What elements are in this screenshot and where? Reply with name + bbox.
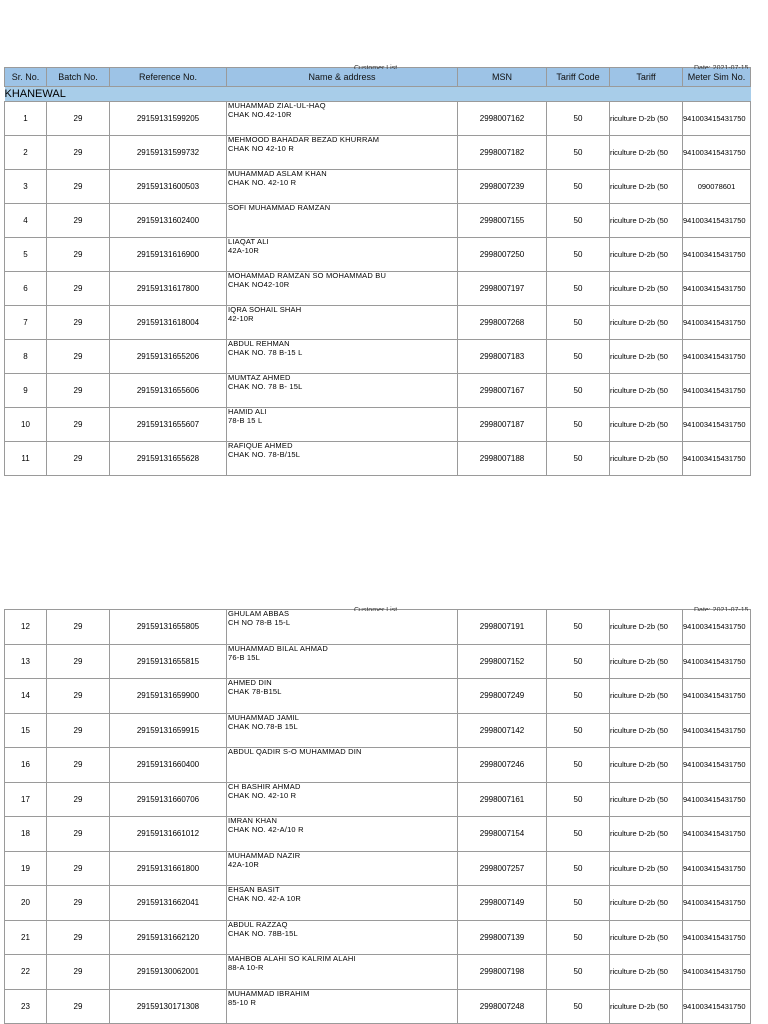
cell-msn: 2998007154 bbox=[458, 817, 547, 852]
cell-msn: 2998007191 bbox=[458, 610, 547, 645]
cell-reference-no: 29159131662041 bbox=[110, 886, 227, 921]
cell-tariff-code: 50 bbox=[547, 306, 610, 340]
cell-tariff-code: 50 bbox=[547, 442, 610, 476]
table-row bbox=[5, 340, 751, 374]
cell-reference-no: 29159131655607 bbox=[110, 408, 227, 442]
cell-meter-sim: 941003415431750 bbox=[683, 204, 751, 238]
cell-name-address bbox=[227, 920, 458, 955]
cell-msn: 2998007162 bbox=[458, 102, 547, 136]
table-row bbox=[5, 170, 751, 204]
customer-name: MUMTAZ AHMED bbox=[228, 373, 291, 382]
cell-batch-no: 29 bbox=[47, 204, 110, 238]
col-header-sr: Sr. No. bbox=[5, 68, 47, 87]
cell-msn: 2998007197 bbox=[458, 272, 547, 306]
cell-tariff: riculture D-2b (50 bbox=[610, 442, 683, 476]
cell-batch-no: 29 bbox=[47, 610, 110, 645]
cell-reference-no: 29159131599732 bbox=[110, 136, 227, 170]
cell-tariff-code: 50 bbox=[547, 817, 610, 852]
cell-reference-no: 29159131655628 bbox=[110, 442, 227, 476]
cell-tariff: riculture D-2b (50 bbox=[610, 408, 683, 442]
table-row bbox=[5, 955, 751, 990]
cell-tariff: riculture D-2b (50 bbox=[610, 238, 683, 272]
cell-reference-no: 29159131600503 bbox=[110, 170, 227, 204]
cell-sr-no: 10 bbox=[5, 408, 47, 442]
customer-address: CHAK NO. 42-A 10R bbox=[228, 894, 302, 903]
cell-meter-sim: 941003415431750 bbox=[683, 644, 751, 679]
cell-name-address bbox=[227, 851, 458, 886]
table-row bbox=[5, 102, 751, 136]
cell-msn: 2998007161 bbox=[458, 782, 547, 817]
cell-reference-no: 29159131618004 bbox=[110, 306, 227, 340]
cell-meter-sim: 941003415431750 bbox=[683, 442, 751, 476]
cell-name-address bbox=[227, 238, 458, 272]
cell-sr-no: 7 bbox=[5, 306, 47, 340]
cell-msn: 2998007198 bbox=[458, 955, 547, 990]
table-row bbox=[5, 713, 751, 748]
customer-name: GHULAM ABBAS bbox=[228, 609, 290, 618]
cell-batch-no: 29 bbox=[47, 679, 110, 714]
cell-tariff: riculture D-2b (50 bbox=[610, 748, 683, 783]
cell-tariff-code: 50 bbox=[547, 170, 610, 204]
cell-sr-no: 9 bbox=[5, 374, 47, 408]
cell-batch-no: 29 bbox=[47, 989, 110, 1024]
cell-tariff-code: 50 bbox=[547, 610, 610, 645]
table-row bbox=[5, 238, 751, 272]
customer-address: CHAK 78-B15L bbox=[228, 687, 282, 696]
cell-name-address bbox=[227, 340, 458, 374]
cell-reference-no: 29159131662120 bbox=[110, 920, 227, 955]
cell-batch-no: 29 bbox=[47, 136, 110, 170]
customer-name: MUHAMMAD JAMIL bbox=[228, 713, 300, 722]
cell-batch-no: 29 bbox=[47, 442, 110, 476]
customer-address: CHAK NO. 78B-15L bbox=[228, 928, 298, 938]
cell-tariff: riculture D-2b (50 bbox=[610, 955, 683, 990]
customer-address: CHAK NO. 78-B/15L bbox=[228, 450, 301, 459]
customer-address: CHAK NO.42-10R bbox=[228, 110, 292, 119]
table-row bbox=[5, 306, 751, 340]
cell-reference-no: 29159130171308 bbox=[110, 989, 227, 1024]
cell-name-address bbox=[227, 610, 458, 645]
cell-tariff: riculture D-2b (50 bbox=[610, 306, 683, 340]
cell-tariff-code: 50 bbox=[547, 679, 610, 714]
cell-sr-no: 19 bbox=[5, 851, 47, 886]
customer-address: CH NO 78-B 15-L bbox=[228, 618, 291, 627]
table-row bbox=[5, 136, 751, 170]
cell-msn: 2998007149 bbox=[458, 886, 547, 921]
cell-msn: 2998007182 bbox=[458, 136, 547, 170]
customer-name: MUHAMMAD ZIAL-UL-HAQ bbox=[228, 101, 326, 110]
customer-name: MAHBOB ALAHI SO KALRIM ALAHI bbox=[228, 954, 356, 963]
cell-reference-no: 29159130062001 bbox=[110, 955, 227, 990]
table-row bbox=[5, 374, 751, 408]
customer-name: RAFIQUE AHMED bbox=[228, 441, 293, 450]
cell-msn: 2998007187 bbox=[458, 408, 547, 442]
cell-meter-sim: 090078601 bbox=[683, 170, 751, 204]
table-row bbox=[5, 610, 751, 645]
customer-name: MUHAMMAD BILAL AHMAD bbox=[228, 644, 328, 653]
cell-msn: 2998007246 bbox=[458, 748, 547, 783]
table-row bbox=[5, 886, 751, 921]
report-date-2: Date: 2021-07-15 bbox=[694, 607, 749, 611]
col-header-tariff-code: Tariff Code bbox=[547, 68, 610, 87]
cell-sr-no: 1 bbox=[5, 102, 47, 136]
cell-tariff-code: 50 bbox=[547, 374, 610, 408]
cell-batch-no: 29 bbox=[47, 955, 110, 990]
cell-name-address bbox=[227, 886, 458, 921]
cell-tariff-code: 50 bbox=[547, 204, 610, 238]
cell-tariff-code: 50 bbox=[547, 955, 610, 990]
customer-name: EHSAN BASIT bbox=[228, 885, 280, 894]
cell-msn: 2998007249 bbox=[458, 679, 547, 714]
cell-sr-no: 6 bbox=[5, 272, 47, 306]
cell-reference-no: 29159131599205 bbox=[110, 102, 227, 136]
cell-meter-sim: 941003415431750 bbox=[683, 136, 751, 170]
cell-tariff: riculture D-2b (50 bbox=[610, 989, 683, 1024]
cell-reference-no: 29159131661800 bbox=[110, 851, 227, 886]
cell-tariff-code: 50 bbox=[547, 748, 610, 783]
cell-name-address bbox=[227, 989, 458, 1024]
cell-name-address bbox=[227, 170, 458, 204]
cell-msn: 2998007155 bbox=[458, 204, 547, 238]
cell-reference-no: 29159131602400 bbox=[110, 204, 227, 238]
cell-tariff: riculture D-2b (50 bbox=[610, 610, 683, 645]
table-row bbox=[5, 989, 751, 1024]
cell-batch-no: 29 bbox=[47, 782, 110, 817]
customer-address: CHAK NO. 78 B-15 L bbox=[228, 348, 303, 357]
cell-tariff-code: 50 bbox=[547, 713, 610, 748]
cell-sr-no: 21 bbox=[5, 920, 47, 955]
cell-tariff: riculture D-2b (50 bbox=[610, 204, 683, 238]
cell-name-address bbox=[227, 306, 458, 340]
cell-tariff: riculture D-2b (50 bbox=[610, 782, 683, 817]
cell-tariff-code: 50 bbox=[547, 920, 610, 955]
customer-name: ABDUL RAZZAQ bbox=[228, 920, 288, 929]
cell-tariff-code: 50 bbox=[547, 782, 610, 817]
customer-address: 42A-10R bbox=[228, 859, 260, 869]
cell-msn: 2998007167 bbox=[458, 374, 547, 408]
table-header-row bbox=[5, 68, 751, 87]
table-row bbox=[5, 204, 751, 238]
cell-sr-no: 4 bbox=[5, 204, 47, 238]
cell-tariff-code: 50 bbox=[547, 886, 610, 921]
cell-msn: 2998007239 bbox=[458, 170, 547, 204]
cell-msn: 2998007139 bbox=[458, 920, 547, 955]
cell-reference-no: 29159131655206 bbox=[110, 340, 227, 374]
cell-batch-no: 29 bbox=[47, 102, 110, 136]
cell-batch-no: 29 bbox=[47, 408, 110, 442]
table-row bbox=[5, 408, 751, 442]
cell-sr-no: 15 bbox=[5, 713, 47, 748]
cell-tariff: riculture D-2b (50 bbox=[610, 886, 683, 921]
cell-msn: 2998007248 bbox=[458, 989, 547, 1024]
cell-name-address bbox=[227, 408, 458, 442]
cell-meter-sim: 941003415431750 bbox=[683, 272, 751, 306]
customer-name: MEHMOOD BAHADAR BEZAD KHURRAM bbox=[228, 135, 380, 144]
customer-address: CHAK NO. 42-A/10 R bbox=[228, 825, 304, 834]
table-row bbox=[5, 748, 751, 783]
cell-meter-sim: 941003415431750 bbox=[683, 955, 751, 990]
customer-address: CHAK NO. 78 B- 15L bbox=[228, 382, 303, 391]
cell-sr-no: 20 bbox=[5, 886, 47, 921]
col-header-tariff: Tariff bbox=[610, 68, 683, 87]
customer-address: CHAK NO 42-10 R bbox=[228, 144, 294, 153]
cell-name-address bbox=[227, 748, 458, 783]
cell-meter-sim: 941003415431750 bbox=[683, 713, 751, 748]
cell-tariff: riculture D-2b (50 bbox=[610, 102, 683, 136]
cell-msn: 2998007188 bbox=[458, 442, 547, 476]
cell-sr-no: 13 bbox=[5, 644, 47, 679]
customer-name: SOFI MUHAMMAD RAMZAN bbox=[228, 203, 331, 212]
report-title-2: Customer List bbox=[354, 607, 398, 611]
cell-reference-no: 29159131617800 bbox=[110, 272, 227, 306]
cell-sr-no: 17 bbox=[5, 782, 47, 817]
cell-name-address bbox=[227, 782, 458, 817]
report-page-2 bbox=[4, 609, 764, 1024]
customer-table-continued bbox=[4, 609, 751, 1024]
table-row bbox=[5, 817, 751, 852]
customer-address: CHAK NO. 42-10 R bbox=[228, 790, 297, 800]
cell-reference-no: 29159131660706 bbox=[110, 782, 227, 817]
cell-tariff: riculture D-2b (50 bbox=[610, 817, 683, 852]
cell-batch-no: 29 bbox=[47, 306, 110, 340]
cell-name-address bbox=[227, 374, 458, 408]
cell-name-address bbox=[227, 679, 458, 714]
customer-name: ABDUL QADIR S-O MUHAMMAD DIN bbox=[228, 747, 362, 756]
cell-batch-no: 29 bbox=[47, 238, 110, 272]
cell-msn: 2998007250 bbox=[458, 238, 547, 272]
cell-sr-no: 12 bbox=[5, 610, 47, 645]
cell-reference-no: 29159131655815 bbox=[110, 644, 227, 679]
cell-meter-sim: 941003415431750 bbox=[683, 782, 751, 817]
cell-reference-no: 29159131659915 bbox=[110, 713, 227, 748]
table-row bbox=[5, 272, 751, 306]
cell-meter-sim: 941003415431750 bbox=[683, 989, 751, 1024]
cell-tariff-code: 50 bbox=[547, 408, 610, 442]
cell-tariff-code: 50 bbox=[547, 851, 610, 886]
cell-sr-no: 22 bbox=[5, 955, 47, 990]
cell-reference-no: 29159131616900 bbox=[110, 238, 227, 272]
cell-reference-no: 29159131655606 bbox=[110, 374, 227, 408]
cell-meter-sim: 941003415431750 bbox=[683, 886, 751, 921]
cell-meter-sim: 941003415431750 bbox=[683, 817, 751, 852]
customer-name: ABDUL REHMAN bbox=[228, 339, 290, 348]
customer-address: 42A-10R bbox=[228, 246, 260, 255]
cell-name-address bbox=[227, 136, 458, 170]
table-row bbox=[5, 920, 751, 955]
col-header-batch: Batch No. bbox=[47, 68, 110, 87]
cell-sr-no: 3 bbox=[5, 170, 47, 204]
cell-meter-sim: 941003415431750 bbox=[683, 851, 751, 886]
cell-tariff: riculture D-2b (50 bbox=[610, 679, 683, 714]
cell-batch-no: 29 bbox=[47, 272, 110, 306]
cell-name-address bbox=[227, 204, 458, 238]
customer-address: 76-B 15L bbox=[228, 652, 261, 662]
cell-name-address bbox=[227, 644, 458, 679]
cell-tariff-code: 50 bbox=[547, 136, 610, 170]
col-header-name-address: Name & address bbox=[227, 68, 458, 87]
cell-name-address bbox=[227, 817, 458, 852]
customer-address: 42-10R bbox=[228, 314, 254, 323]
customer-name: CH BASHIR AHMAD bbox=[228, 782, 301, 791]
group-row bbox=[5, 87, 751, 102]
customer-name: MUHAMMAD NAZIR bbox=[228, 851, 301, 860]
table-row bbox=[5, 442, 751, 476]
cell-tariff-code: 50 bbox=[547, 238, 610, 272]
cell-meter-sim: 941003415431750 bbox=[683, 374, 751, 408]
cell-meter-sim: 941003415431750 bbox=[683, 306, 751, 340]
cell-sr-no: 5 bbox=[5, 238, 47, 272]
report-date: Date: 2021-07-15 bbox=[694, 65, 749, 69]
cell-msn: 2998007257 bbox=[458, 851, 547, 886]
cell-batch-no: 29 bbox=[47, 851, 110, 886]
cell-sr-no: 16 bbox=[5, 748, 47, 783]
cell-batch-no: 29 bbox=[47, 374, 110, 408]
col-header-meter-sim: Meter Sim No. bbox=[683, 68, 751, 87]
cell-meter-sim: 941003415431750 bbox=[683, 340, 751, 374]
cell-tariff: riculture D-2b (50 bbox=[610, 644, 683, 679]
col-header-msn: MSN bbox=[458, 68, 547, 87]
cell-name-address bbox=[227, 955, 458, 990]
cell-reference-no: 29159131661012 bbox=[110, 817, 227, 852]
table-row bbox=[5, 679, 751, 714]
cell-sr-no: 8 bbox=[5, 340, 47, 374]
customer-address: 88-A 10-R bbox=[228, 963, 264, 972]
cell-name-address bbox=[227, 272, 458, 306]
customer-name: MOHAMMAD RAMZAN SO MOHAMMAD BU bbox=[228, 271, 387, 280]
customer-name: MUHAMMAD ASLAM KHAN bbox=[228, 169, 327, 178]
cell-tariff: riculture D-2b (50 bbox=[610, 374, 683, 408]
cell-batch-no: 29 bbox=[47, 817, 110, 852]
cell-meter-sim: 941003415431750 bbox=[683, 920, 751, 955]
report-title: Customer List bbox=[354, 65, 398, 69]
cell-msn: 2998007183 bbox=[458, 340, 547, 374]
report-page-1 bbox=[4, 67, 764, 476]
customer-name: IQRA SOHAIL SHAH bbox=[228, 305, 302, 314]
cell-batch-no: 29 bbox=[47, 644, 110, 679]
cell-sr-no: 23 bbox=[5, 989, 47, 1024]
cell-tariff: riculture D-2b (50 bbox=[610, 340, 683, 374]
cell-batch-no: 29 bbox=[47, 340, 110, 374]
cell-name-address bbox=[227, 442, 458, 476]
cell-tariff-code: 50 bbox=[547, 989, 610, 1024]
table-row bbox=[5, 644, 751, 679]
cell-batch-no: 29 bbox=[47, 886, 110, 921]
cell-batch-no: 29 bbox=[47, 170, 110, 204]
table-row bbox=[5, 782, 751, 817]
cell-tariff: riculture D-2b (50 bbox=[610, 272, 683, 306]
cell-sr-no: 2 bbox=[5, 136, 47, 170]
cell-sr-no: 18 bbox=[5, 817, 47, 852]
customer-address: CHAK NO.78-B 15L bbox=[228, 721, 298, 731]
cell-reference-no: 29159131659900 bbox=[110, 679, 227, 714]
customer-address: 85-10 R bbox=[228, 997, 257, 1007]
cell-meter-sim: 941003415431750 bbox=[683, 238, 751, 272]
col-header-reference: Reference No. bbox=[110, 68, 227, 87]
cell-tariff: riculture D-2b (50 bbox=[610, 170, 683, 204]
cell-batch-no: 29 bbox=[47, 920, 110, 955]
cell-meter-sim: 941003415431750 bbox=[683, 610, 751, 645]
cell-tariff-code: 50 bbox=[547, 102, 610, 136]
cell-tariff-code: 50 bbox=[547, 272, 610, 306]
customer-address: CHAK NO. 42-10 R bbox=[228, 178, 297, 187]
cell-meter-sim: 941003415431750 bbox=[683, 408, 751, 442]
group-label: KHANEWAL bbox=[5, 87, 751, 102]
cell-reference-no: 29159131660400 bbox=[110, 748, 227, 783]
cell-meter-sim: 941003415431750 bbox=[683, 102, 751, 136]
cell-sr-no: 14 bbox=[5, 679, 47, 714]
cell-reference-no: 29159131655805 bbox=[110, 610, 227, 645]
table-row bbox=[5, 851, 751, 886]
cell-msn: 2998007152 bbox=[458, 644, 547, 679]
cell-batch-no: 29 bbox=[47, 713, 110, 748]
cell-msn: 2998007268 bbox=[458, 306, 547, 340]
cell-batch-no: 29 bbox=[47, 748, 110, 783]
cell-tariff-code: 50 bbox=[547, 340, 610, 374]
cell-tariff-code: 50 bbox=[547, 644, 610, 679]
customer-name: HAMID ALI bbox=[228, 407, 267, 416]
cell-sr-no: 11 bbox=[5, 442, 47, 476]
cell-msn: 2998007142 bbox=[458, 713, 547, 748]
customer-name: MUHAMMAD IBRAHIM bbox=[228, 989, 310, 998]
customer-name: AHMED DIN bbox=[228, 678, 272, 687]
customer-table bbox=[4, 67, 751, 476]
cell-tariff: riculture D-2b (50 bbox=[610, 713, 683, 748]
cell-name-address bbox=[227, 713, 458, 748]
customer-name: IMRAN KHAN bbox=[228, 816, 278, 825]
cell-meter-sim: 941003415431750 bbox=[683, 679, 751, 714]
cell-tariff: riculture D-2b (50 bbox=[610, 136, 683, 170]
customer-address: 78-B 15 L bbox=[228, 416, 263, 425]
customer-name: LIAQAT ALI bbox=[228, 237, 269, 246]
cell-name-address bbox=[227, 102, 458, 136]
customer-address: CHAK NO42-10R bbox=[228, 280, 290, 289]
cell-tariff: riculture D-2b (50 bbox=[610, 920, 683, 955]
cell-meter-sim: 941003415431750 bbox=[683, 748, 751, 783]
cell-tariff: riculture D-2b (50 bbox=[610, 851, 683, 886]
